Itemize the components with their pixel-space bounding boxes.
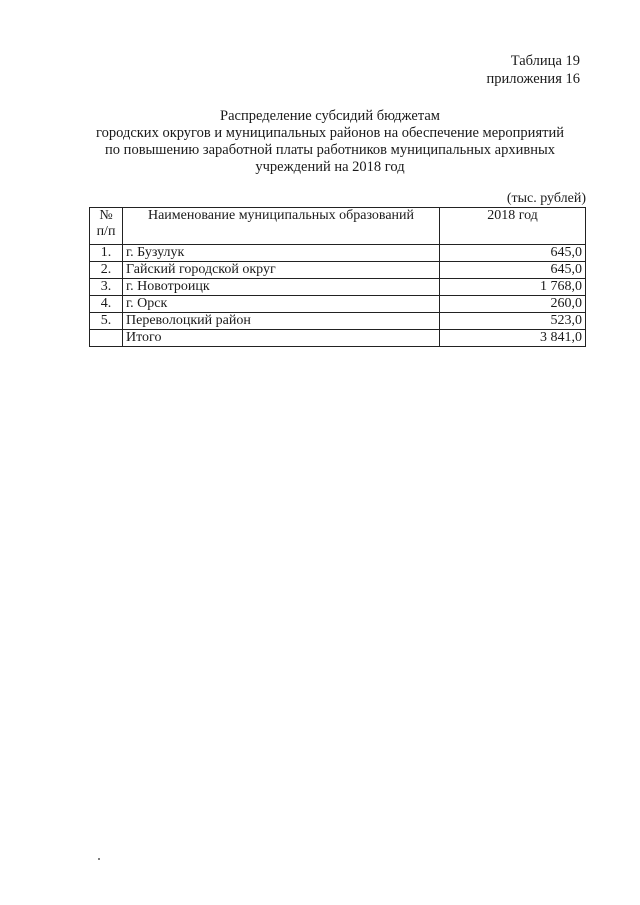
scan-speck xyxy=(98,858,100,860)
row-number: 5. xyxy=(90,313,123,330)
row-name: г. Бузулук xyxy=(123,245,440,262)
total-label: Итого xyxy=(123,330,440,347)
table-number: Таблица 19 xyxy=(510,53,580,69)
title-line-3: по повышению заработной платы работников муниципальных архивных xyxy=(105,142,555,158)
total-number-cell xyxy=(90,330,123,347)
table-row xyxy=(90,279,586,296)
appendix-number: приложения 16 xyxy=(486,71,580,87)
table-row xyxy=(90,245,586,262)
row-name: г. Орск xyxy=(123,296,440,313)
total-value: 3 841,0 xyxy=(440,330,586,347)
row-name: Гайский городской округ xyxy=(123,262,440,279)
row-number: 3. xyxy=(90,279,123,296)
table-row xyxy=(90,262,586,279)
header-year: 2018 год xyxy=(440,208,586,245)
table-row xyxy=(90,296,586,313)
row-name: г. Новотроицк xyxy=(123,279,440,296)
row-value: 260,0 xyxy=(440,296,586,313)
table-row xyxy=(90,313,586,330)
header-number-abbr: п/п xyxy=(96,224,116,239)
subsidy-table xyxy=(89,207,586,347)
title-line-1: Распределение субсидий бюджетам xyxy=(220,108,440,124)
header-name: Наименование муниципальных образований xyxy=(123,208,440,245)
header-number xyxy=(90,208,123,245)
total-row xyxy=(90,330,586,347)
table-reference xyxy=(487,52,580,88)
document-title xyxy=(80,108,580,176)
row-name: Переволоцкий район xyxy=(123,313,440,330)
title-line-4: учреждений на 2018 год xyxy=(255,159,405,175)
row-number: 2. xyxy=(90,262,123,279)
row-value: 645,0 xyxy=(440,262,586,279)
row-number: 1. xyxy=(90,245,123,262)
units-label: (тыс. рублей) xyxy=(506,191,586,206)
row-value: 1 768,0 xyxy=(440,279,586,296)
row-number: 4. xyxy=(90,296,123,313)
header-number-symbol: № xyxy=(99,208,113,223)
row-value: 523,0 xyxy=(440,313,586,330)
row-value: 645,0 xyxy=(440,245,586,262)
title-line-2: городских округов и муниципальных районов на обеспечение мероприятий xyxy=(96,125,564,141)
table-header-row xyxy=(90,208,586,245)
